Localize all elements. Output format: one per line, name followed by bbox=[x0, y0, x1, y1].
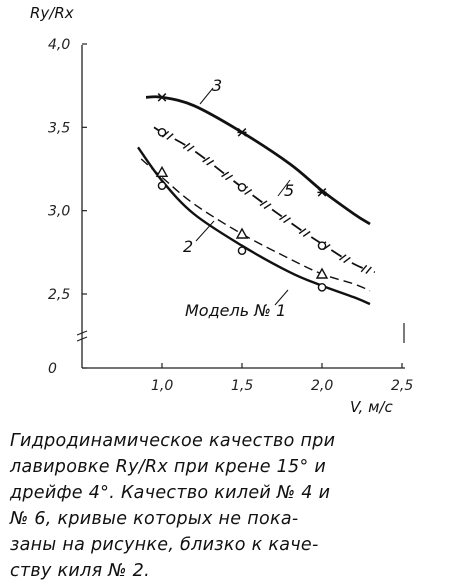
series-line-tick bbox=[167, 134, 173, 140]
caption-line: Гидродинамическое качество при bbox=[10, 431, 336, 451]
label-series-3: 3 bbox=[212, 76, 223, 95]
y-tick-label: 2,5 bbox=[48, 287, 71, 303]
series-line-tick bbox=[344, 257, 351, 262]
caption-line: ству киля № 2. bbox=[10, 561, 150, 581]
x-tick-label: 2,5 bbox=[391, 378, 414, 394]
data-point-circle bbox=[158, 182, 165, 189]
data-point-triangle bbox=[237, 229, 247, 238]
caption-line: лавировке Ry/Rx при крене 15° и bbox=[10, 457, 327, 477]
y-axis-title: Ry/Rx bbox=[30, 4, 74, 22]
data-point-circle bbox=[238, 184, 245, 191]
y-tick-label: 3,0 bbox=[48, 203, 71, 220]
x-tick-label: 2,0 bbox=[311, 378, 334, 394]
series-line-tick bbox=[264, 204, 271, 209]
x-axis-title: V, м/с bbox=[350, 398, 393, 416]
leaders bbox=[196, 88, 290, 305]
series-line-tick bbox=[284, 218, 291, 223]
data-point-cross bbox=[157, 94, 166, 102]
label-series-5: 5 bbox=[284, 181, 295, 200]
data-point-circle bbox=[238, 247, 245, 254]
y-tick-label: 4,0 bbox=[48, 36, 71, 53]
figure-caption bbox=[10, 428, 455, 584]
data-point-triangle bbox=[317, 269, 327, 278]
label-series-model-1: Модель № 1 bbox=[185, 301, 287, 320]
series-line bbox=[138, 147, 370, 304]
series-line-tick bbox=[245, 190, 252, 195]
series-line-tick bbox=[187, 146, 194, 151]
series-line bbox=[141, 159, 370, 291]
caption-line: заны на рисунке, близко к каче- bbox=[10, 535, 319, 555]
data-point-circle bbox=[318, 242, 325, 249]
series-line-tick bbox=[366, 267, 372, 274]
series-line bbox=[146, 97, 370, 224]
label-series-2: 2 bbox=[183, 237, 194, 256]
data-point-circle bbox=[158, 129, 165, 136]
caption-line: дрейфе 4°. Качество килей № 4 и bbox=[10, 483, 331, 503]
leader-series-2 bbox=[196, 221, 214, 241]
data-point-cross bbox=[237, 129, 246, 137]
y-tick-label: 0 bbox=[48, 361, 57, 377]
series-line-tick bbox=[303, 232, 310, 237]
series-line-tick bbox=[207, 160, 214, 165]
y-tick-label: 3,5 bbox=[48, 120, 71, 137]
leader-series-3 bbox=[200, 88, 213, 104]
x-tick-label: 1,5 bbox=[231, 378, 254, 394]
markers bbox=[157, 94, 327, 291]
curves bbox=[138, 97, 375, 304]
series-line-tick bbox=[225, 175, 232, 180]
data-point-triangle bbox=[157, 167, 167, 176]
data-point-circle bbox=[318, 284, 325, 291]
x-tick-label: 1,0 bbox=[151, 378, 174, 394]
labels bbox=[30, 4, 393, 416]
caption-line: № 6, кривые которых не пока- bbox=[10, 509, 299, 529]
